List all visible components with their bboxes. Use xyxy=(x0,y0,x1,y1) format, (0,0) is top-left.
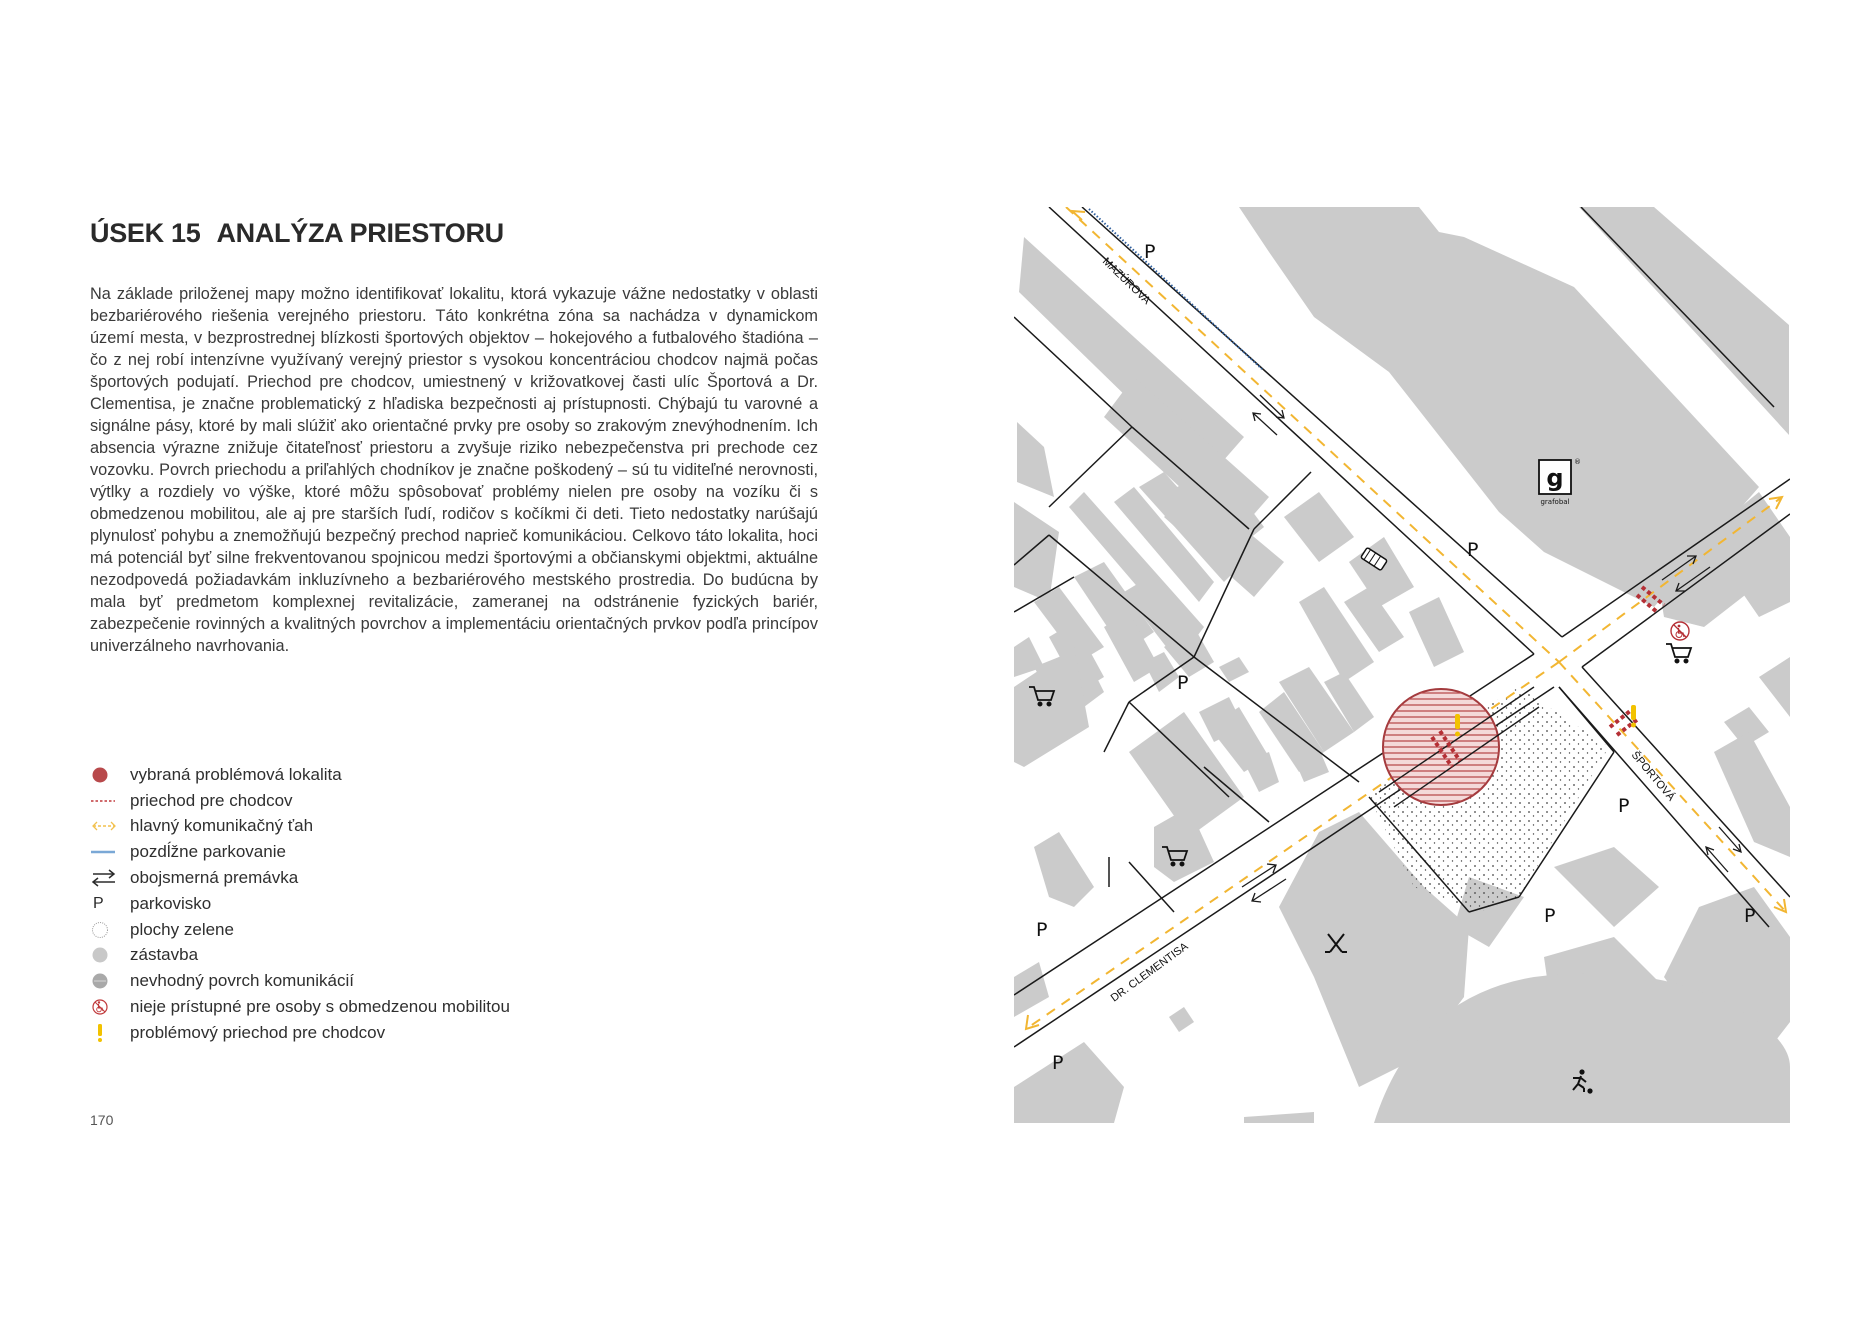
parking-label: P xyxy=(1744,905,1756,927)
legend-label: nieje prístupné pre osoby s obmedzenou mobilitou xyxy=(130,997,510,1017)
exclamation-icon xyxy=(1455,714,1460,737)
legend-item-bad-surface xyxy=(90,968,510,994)
wheelchair-crossed-icon xyxy=(90,997,110,1017)
legend-item-main-route xyxy=(90,814,510,840)
building xyxy=(1284,492,1354,562)
legend-label: pozdĺžne parkovanie xyxy=(130,842,286,862)
legend-label: nevhodný povrch komunikácií xyxy=(130,971,354,991)
legend-item-parallel-parking xyxy=(90,839,510,865)
legend-label: vybraná problémová lokalita xyxy=(130,764,342,784)
legend-label: plochy zelene xyxy=(130,919,234,939)
legend-item-green-area xyxy=(90,917,510,943)
building xyxy=(1244,1112,1314,1123)
building xyxy=(1014,962,1049,1017)
building-dot-icon xyxy=(90,945,110,965)
building xyxy=(1554,847,1659,927)
building xyxy=(1169,1007,1194,1032)
two-way-traffic-arrows-icon xyxy=(90,867,118,889)
parking-label: P xyxy=(1467,539,1479,561)
site-map xyxy=(1014,207,1790,1123)
exclamation-icon xyxy=(90,1022,110,1044)
legend-label: hlavný komunikačný ťah xyxy=(130,816,314,836)
legend-item-two-way xyxy=(90,865,510,891)
legend-label: problémový priechod pre chodcov xyxy=(130,1022,386,1042)
building xyxy=(1034,832,1094,907)
parallel-parking-line-icon xyxy=(90,842,116,862)
logo-letter: g xyxy=(1546,464,1564,492)
crosswalk-dashed-line-icon xyxy=(90,791,116,811)
building xyxy=(1409,597,1464,667)
building xyxy=(1014,1042,1124,1123)
section-number: ÚSEK 15 xyxy=(90,218,201,248)
map-legend xyxy=(90,762,510,1046)
parking-label: P xyxy=(1177,672,1189,694)
building xyxy=(1017,422,1054,497)
page-number: 170 xyxy=(90,1112,114,1128)
parking-letter-icon: P xyxy=(93,894,104,912)
building xyxy=(1759,657,1790,717)
logo-mark: ® xyxy=(1574,458,1581,466)
page-title xyxy=(90,218,504,249)
building xyxy=(1714,732,1790,857)
parking-label: P xyxy=(1052,1052,1064,1074)
legend-label: priechod pre chodcov xyxy=(130,790,293,810)
green-area-circle-icon xyxy=(90,920,110,940)
exclamation-icon xyxy=(1631,705,1636,728)
parking-label: P xyxy=(1036,919,1048,941)
legend-label: parkovisko xyxy=(130,893,212,913)
bad-surface-dot-icon xyxy=(90,971,110,991)
parking-label: P xyxy=(1618,795,1630,817)
street-label-clementisa: DR. CLEMENTISA xyxy=(1108,940,1191,1005)
main-route-arrow-icon xyxy=(90,816,118,836)
shopping-cart-icon xyxy=(1666,644,1691,663)
wheelchair-crossed-icon xyxy=(1671,622,1689,640)
legend-item-not-accessible xyxy=(90,994,510,1020)
legend-item-problem-crossing xyxy=(90,1020,510,1046)
street-label-mazurova: MAZÚROVA xyxy=(1099,255,1153,307)
legend-item-crosswalk xyxy=(90,788,510,814)
legend-item-building xyxy=(90,943,510,969)
building xyxy=(1014,502,1059,602)
legend-item-problem-location xyxy=(90,762,510,788)
legend-label: obojsmerná premávka xyxy=(130,868,299,888)
problem-location-dot-icon xyxy=(90,765,110,785)
legend-label: zástavba xyxy=(130,945,199,965)
parking-label: P xyxy=(1144,241,1156,263)
street-label-sportova: ŠPORTOVÁ xyxy=(1628,749,1677,804)
description-paragraph: Na základe priloženej mapy možno identifikovať lokalitu, ktorá vykazuje vážne nedostatky v oblasti bezbariérového riešenia verejného priestoru. Táto konkrétna zóna sa nachádza v dynamickom území mesta, v bezprostrednej blízkosti športových objektov – hokejového a futbalového štadióna – čo z nej robí intenzívne využívaný verejný priestor s vysokou koncentráciou chodcov najmä počas športových podujatí. Priechod pre chodcov, umiestnený v križovatkovej časti ulíc Športová a Dr. Clementisa, je značne problematický z hľadiska bezpečnosti aj prístupnosti. Chýbajú tu varovné a signálne pásy, ktoré by mali slúžiť ako orientačné prvky pre osoby so zrakovým znevýhodnením. Ich absencia výrazne znižuje čitateľnosť priestoru a zvyšuje riziko nebezpečenstva pri prechode cez vozovku. Povrch priechodu a priľahlých chodníkov je značne poškodený – sú tu viditeľné nerovnosti, výtlky a rozdiely vo výške, ktoré môžu spôsobovať problémy nielen pre osoby na vozíku či s obmedzenou mobilitou, ale aj pre starších ľudí, rodičov s kočíkmi či deti. Tieto nedostatky narúšajú plynulosť pohybu a znemožňujú bezpečný prechod naprieč komunikáciou. Celkovo táto lokalita, hoci má potenciál byť silne frekventovanou spojnicou medzi športovými a občianskymi objektmi, aktuálne nezodpovedá požiadavkám inkluzívneho a bezbariérového mestského prostredia. Do budúcna by mala byť predmetom komplexnej revitalizácie, zameranej na odstránenie fyzických bariér, zabezpečenie rovinných a kvalitných povrchov a implementáciu orientačných prvkov podľa princípov univerzálneho navrhovania. xyxy=(90,285,818,655)
section-title: ANALÝZA PRIESTORU xyxy=(216,218,504,248)
building xyxy=(1219,657,1249,682)
parking-label: P xyxy=(1544,905,1556,927)
logo-caption: grafobal xyxy=(1540,498,1570,506)
legend-item-parking xyxy=(90,891,510,917)
